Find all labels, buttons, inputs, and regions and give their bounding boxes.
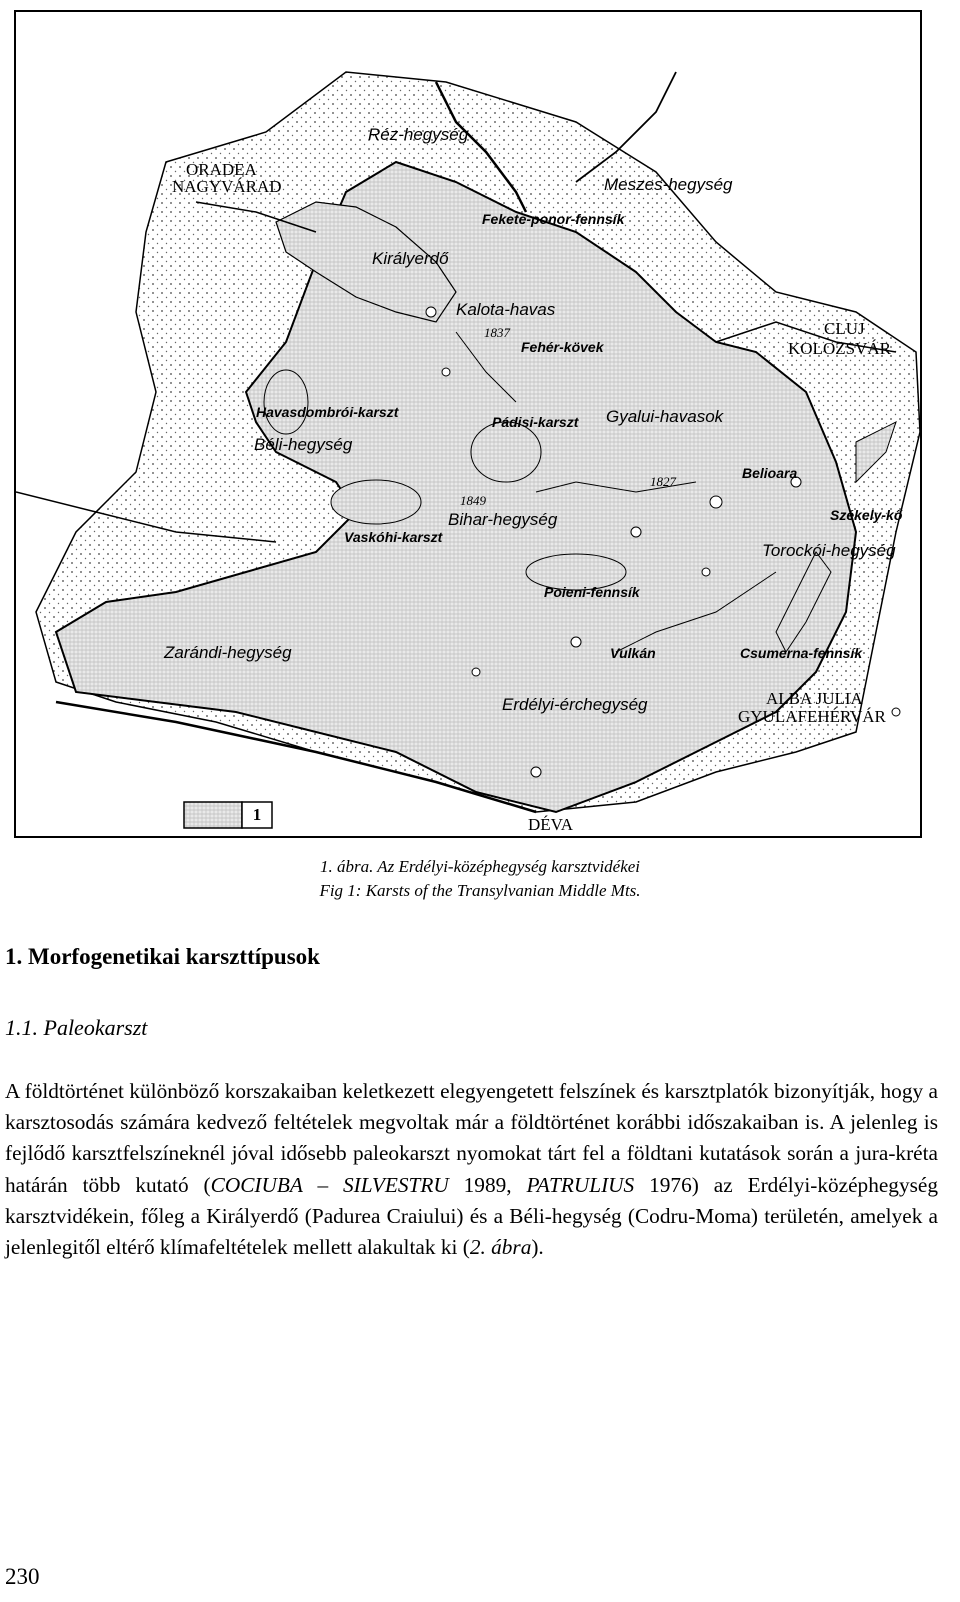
label-fekete: Fekete-ponor-fennsík bbox=[482, 211, 625, 227]
label-zarandi: Zarándi-hegység bbox=[164, 643, 292, 662]
citation-patrulius: PATRULIUS bbox=[526, 1172, 635, 1197]
para-part-1: A földtörténet különböző korszakaiban keletkezett elegyengetett felszínek és karsztplatók bizonyítják, hogy a karsztosodás számára kedvező feltételek megvoltak már a földtörténet korábbi időszakaiban is. A jelenleg is fejlődő karsztfelszíneknél jóval idősebb paleokarszt nyomokat tárt fel a földtani kutatások során a jura-kréta határán több kutató ( bbox=[5, 1079, 938, 1197]
figure-caption-hu: 1. ábra. Az Erdélyi-középhegység karsztvidékei bbox=[319, 857, 641, 876]
label-poieni: Poieni-fennsík bbox=[544, 584, 640, 600]
para-part-2: 1989, bbox=[448, 1172, 527, 1197]
label-deva: DÉVA bbox=[528, 815, 574, 834]
section-heading: 1. Morfogenetikai karszttípusok bbox=[5, 944, 320, 969]
label-gyalui: Gyalui-havasok bbox=[606, 407, 724, 426]
label-csumerna: Csumerna-fennsík bbox=[740, 645, 863, 661]
label-bihar: Bihar-hegység bbox=[448, 510, 558, 529]
label-vulkan: Vulkán bbox=[610, 645, 656, 661]
label-alba-julia: ALBA JULIA bbox=[766, 689, 863, 708]
label-havasdombroi: Havasdombrói-karszt bbox=[256, 404, 399, 420]
karst-map-figure bbox=[14, 10, 922, 838]
citation-cociuba: COCIUBA – SILVESTRU bbox=[210, 1172, 449, 1197]
body-paragraph bbox=[5, 1076, 938, 1263]
label-beli: Béli-hegység bbox=[254, 435, 353, 454]
label-meszes: Meszes-hegység bbox=[604, 175, 733, 194]
label-kiralyerdo: Királyerdő bbox=[372, 249, 449, 268]
para-part-4: ). bbox=[531, 1235, 544, 1260]
label-1837: 1837 bbox=[484, 325, 510, 340]
figure-caption-en: Fig 1: Karsts of the Transylvanian Middle Mts. bbox=[319, 881, 641, 900]
label-cluj: CLUJ bbox=[824, 319, 865, 338]
label-1849: 1849 bbox=[460, 493, 486, 508]
label-szekelyko: Székely-kő bbox=[830, 507, 903, 523]
label-oradea: ORADEA bbox=[186, 160, 257, 179]
para-part-3: 1976) az Erdélyi-középhegység karsztvidékein, főleg a Királyerdő (Padurea Craiului) és a Béli-hegység (Codru-Moma) területén, amelyek a jelenlegitől eltérő klímafeltételek mellett alakultak ki ( bbox=[5, 1172, 938, 1260]
label-nagyvarad: NAGYVÁRAD bbox=[172, 177, 282, 196]
map-drawing bbox=[16, 12, 920, 836]
label-kolozsvar: KOLOZSVÁR bbox=[788, 339, 891, 358]
label-rez: Réz-hegység bbox=[368, 125, 469, 144]
legend-swatch bbox=[184, 802, 242, 828]
label-belioara: Belioara bbox=[742, 465, 798, 481]
label-erdelyi: Erdélyi-érchegység bbox=[502, 695, 648, 714]
label-vaskohi: Vaskóhi-karszt bbox=[344, 529, 443, 545]
label-gyulafehervar: GYULAFEHÉRVÁR bbox=[738, 707, 886, 726]
legend-number: 1 bbox=[252, 805, 262, 824]
figure-reference: 2. ábra bbox=[469, 1235, 532, 1260]
subsection-heading: 1.1. Paleokarszt bbox=[5, 1015, 148, 1040]
label-torockoi: Torockói-hegység bbox=[762, 541, 896, 560]
label-padisi: Pádisi-karszt bbox=[492, 414, 579, 430]
label-feher: Fehér-kövek bbox=[521, 339, 604, 355]
page-number: 230 bbox=[5, 1564, 40, 1589]
label-1827: 1827 bbox=[650, 474, 676, 489]
label-kalota: Kalota-havas bbox=[456, 300, 556, 319]
